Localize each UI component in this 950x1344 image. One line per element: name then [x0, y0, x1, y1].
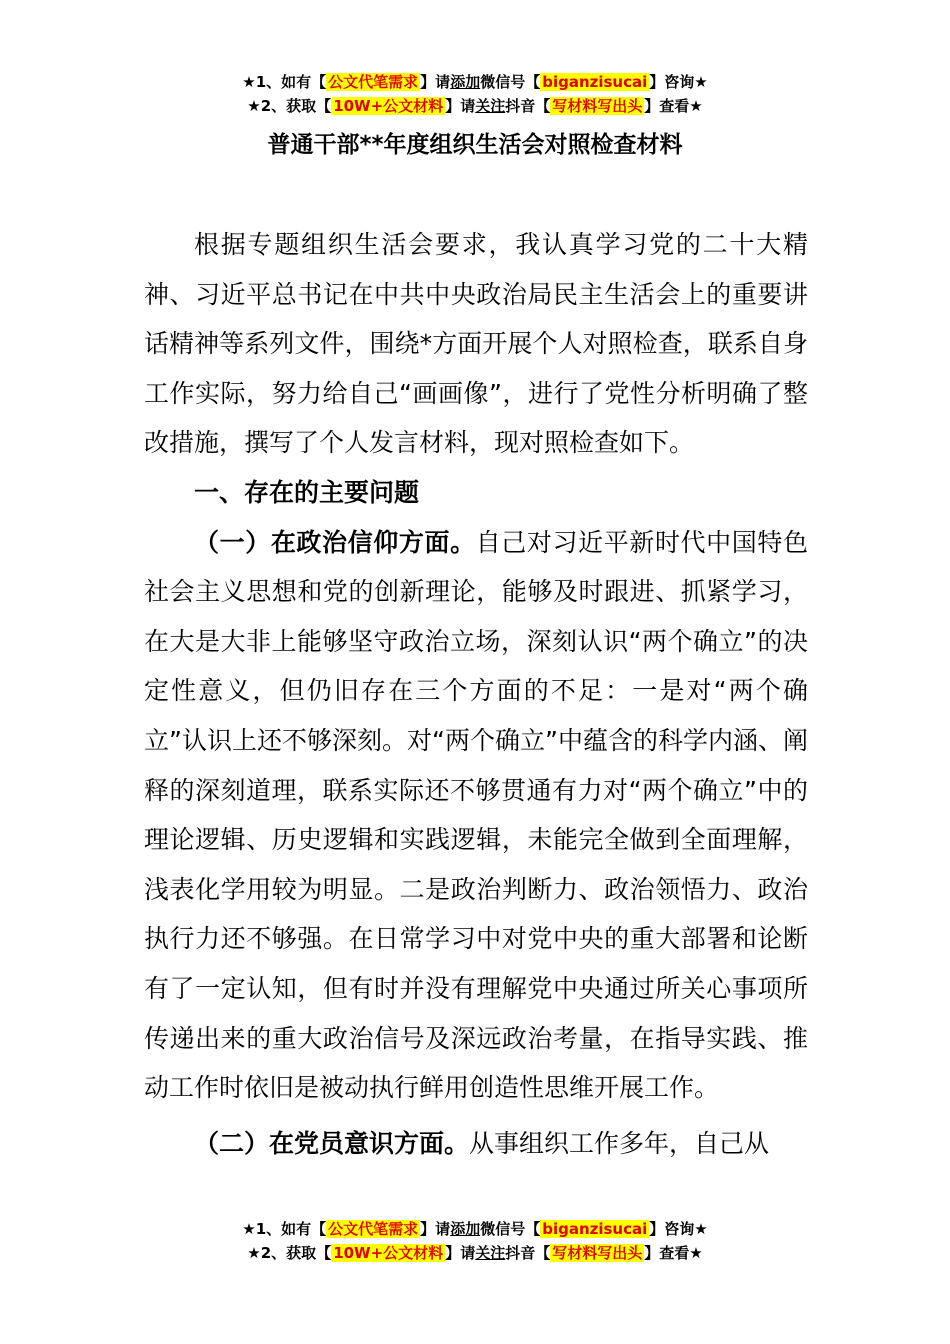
banner-highlight: 写材料写出头 — [552, 97, 643, 115]
banner-text: 】请 — [445, 97, 476, 115]
header-banner — [0, 70, 950, 118]
banner-highlight: biganzisucai — [542, 73, 648, 91]
banner-underline: 关注 — [475, 1244, 506, 1262]
banner-highlight: 写材料写出头 — [552, 1244, 643, 1262]
item-body: 自己对习近平新时代中国特色社会主义思想和党的创新理论，能够及时跟进、抓紧学习，在大是大非上能够坚守政治立场，深刻认识“两个确立”的决定性意义，但仍旧存在三个方面的不足：一是对“两个确立”认识上还不够深刻。对“两个确立”中蕴含的科学内涵、阐释的深刻道理，联系实际还不够贯通有力对“两个确立”中的理论逻辑、历史逻辑和实践逻辑，未能完全做到全面理解，浅表化学用较为明显。二是政治判断力、政治领悟力、政治执行力还不够强。在日常学习中对党中央的重大部署和论断有了一定认知，但有时并没有理解党中央通过所关心事项所传递出来的重大政治信号及深远政治考量，在指导实践、推动工作时依旧是被动执行鲜用创造性思维开展工作。 — [144, 527, 808, 1103]
banner-text: 】咨询★ — [649, 73, 708, 91]
item-heading: （二）在党员意识方面。 — [194, 1128, 470, 1158]
banner-text: 微信号【 — [480, 1220, 541, 1238]
footer-banner — [0, 1217, 950, 1265]
banner-text: 抖音【 — [505, 97, 551, 115]
banner-line-2 — [0, 94, 950, 118]
banner-text: 】查看★ — [644, 97, 703, 115]
banner-line-1 — [0, 70, 950, 94]
banner-line-1 — [0, 1217, 950, 1241]
banner-highlight: 10W+公文材料 — [333, 1244, 444, 1262]
document-body — [144, 220, 808, 1168]
item-paragraph — [144, 518, 808, 1113]
item-paragraph — [144, 1119, 808, 1169]
banner-text: 】咨询★ — [649, 1220, 708, 1238]
banner-highlight: 公文代笔需求 — [328, 73, 419, 91]
banner-text: ★2、获取【 — [247, 97, 332, 115]
banner-underline: 添加 — [450, 73, 481, 91]
banner-text: 抖音【 — [505, 1244, 551, 1262]
document-title: 普通干部**年度组织生活会对照检查材料 — [267, 132, 683, 158]
section-heading: 一、存在的主要问题 — [194, 477, 420, 507]
banner-text: 】查看★ — [644, 1244, 703, 1262]
banner-underline: 添加 — [450, 1220, 481, 1238]
banner-highlight: 10W+公文材料 — [333, 97, 444, 115]
banner-text: 】请 — [445, 1244, 476, 1262]
banner-highlight: biganzisucai — [542, 1220, 648, 1238]
banner-highlight: 公文代笔需求 — [328, 1220, 419, 1238]
intro-paragraph: 根据专题组织生活会要求，我认真学习党的二十大精神、习近平总书记在中共中央政治局民主生活会上的重要讲话精神等系列文件，围绕*方面开展个人对照检查，联系自身工作实际，努力给自己“画画像”，进行了党性分析明确了整改措施，撰写了个人发言材料，现对照检查如下。 — [144, 230, 808, 458]
banner-line-2 — [0, 1241, 950, 1265]
item-heading: （一）在政治信仰方面。 — [194, 527, 476, 557]
banner-underline: 关注 — [475, 97, 506, 115]
banner-text: 】请 — [420, 73, 451, 91]
banner-text: 】请 — [420, 1220, 451, 1238]
banner-text: ★1、如有【 — [242, 1220, 327, 1238]
banner-text: ★1、如有【 — [242, 73, 327, 91]
banner-text: 微信号【 — [480, 73, 541, 91]
banner-text: ★2、获取【 — [247, 1244, 332, 1262]
item-body: 从事组织工作多年，自己从 — [469, 1128, 770, 1158]
